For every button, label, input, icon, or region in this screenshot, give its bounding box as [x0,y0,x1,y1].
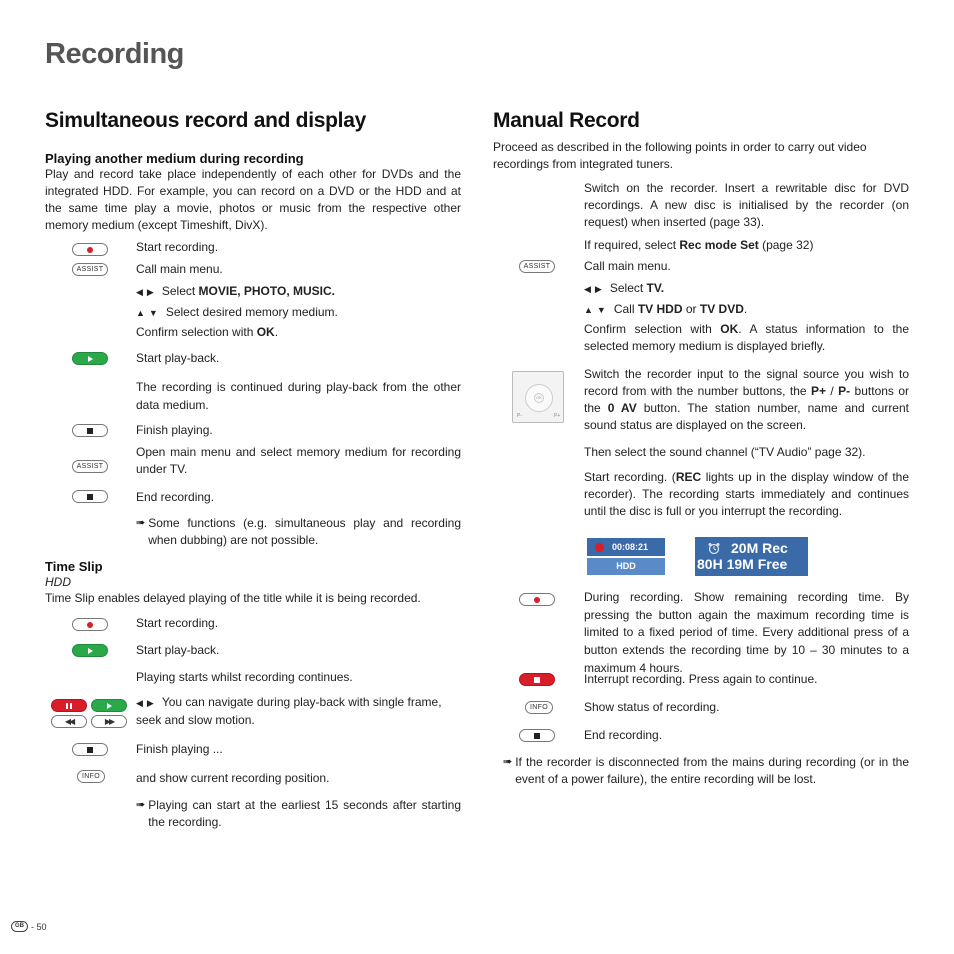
mr-sound-channel: Then select the sound channel (“TV Audio” page 32). [584,445,866,459]
record-dot-icon-3 [534,597,540,603]
step-select-memory: ▲▼ Select desired memory medium. [136,304,338,322]
fast-forward-icon: ▶▶ [104,717,114,726]
info-button-2[interactable] [525,701,553,714]
step-start-playback: Start play-back. [136,351,220,365]
subheading-time-slip: Time Slip [45,559,103,574]
note-arrow-icon: ➠ [136,517,146,529]
mr-interrupt: Interrupt recording. Press again to continue. [584,672,818,686]
assist-button[interactable] [72,263,108,276]
p-minus-label: P- [517,413,522,419]
mr-switch-input: Switch the recorder input to the signal source you wish to record from with the number buttons, the P+ / P- buttons or the 0 AV button. The station number, name and current sound status are displayed on the screen. [584,367,909,432]
play-icon [88,356,93,362]
info-label: INFO [82,773,100,780]
mr-start-recording: Start recording. (REC lights up in the display window of the recorder). The recording starts immediately and continues until the disc is full or you interrupt the recording. [584,470,909,518]
play-icon-2 [88,648,93,654]
section-heading-simultaneous: Simultaneous record and display [45,109,366,132]
mr-during-recording: During recording. Show remaining recording time. By pressing the button again the maximum recording time is limited to a fixed period of time. Every additional press of a button extends the recording time by 10 – 30 minutes to a maximum 4 hours. [584,590,909,675]
stop-icon-2 [87,494,93,500]
record-button[interactable] [72,243,108,256]
play-button-3[interactable] [91,699,127,712]
mr-confirm-ok: Confirm selection with OK. A status information to the selected memory medium is displayed briefly. [584,322,910,353]
assist-button-2[interactable] [72,460,108,473]
stop-icon [87,428,93,434]
osd-time: 00:08:21 [612,542,649,552]
osd-recording-status [587,538,665,575]
remote-control-image [512,371,564,423]
mr-end-recording: End recording. [584,728,663,742]
step-end-recording: End recording. [136,490,215,504]
mr-note-power: ➠ If the recorder is disconnected from the mains during recording (or in the event of a power failure), the entire recording will be lost. [503,755,909,786]
pause-icon [66,703,72,709]
osd-medium: HDD [587,558,665,575]
note-some-functions: ➠ Some functions (e.g. simultaneous play and recording when dubbing) are not possible. [136,516,461,547]
intro-paragraph: Play and record take place independently of each other for DVDs and the integrated HDD. For example, you can record on a DVD or the HDD and at the same time play a movie, photos or music from the respective other memory medium (except Timeshift, DivX). [45,167,461,232]
mr-select-tv: ◀▶ Select TV. [584,280,664,298]
stop-button-2[interactable] [72,490,108,503]
up-down-arrows-icon: ▲▼ [136,308,162,318]
ok-button-icon: OK [534,393,544,403]
assist-button-3[interactable] [519,260,555,273]
country-flag-badge: GB [11,921,28,932]
assist-label-3: ASSIST [523,263,551,270]
stop-button-4[interactable] [519,729,555,742]
note-playing-start: ➠ Playing can start at the earliest 15 seconds after starting the recording. [136,798,461,829]
record-button-2[interactable] [72,618,108,631]
step-select-movie: ◀▶ Select MOVIE, PHOTO, MUSIC. [136,283,335,301]
left-right-arrows-icon-3: ◀▶ [584,284,606,294]
play-button-2[interactable] [72,644,108,657]
record-dot-icon-2 [87,622,93,628]
manual-intro: Proceed as described in the following points in order to carry out video recordings from integrated tuners. [493,140,867,171]
ts-finish-playing: Finish playing ... [136,742,223,756]
stop-icon-3 [87,747,93,753]
mr-call-tv-hdd: ▲▼ Call TV HDD or TV DVD. [584,301,747,319]
up-down-arrows-icon-2: ▲▼ [584,305,610,315]
rewind-button[interactable] [51,715,87,728]
section-heading-manual-record: Manual Record [493,109,640,132]
mr-rec-mode: If required, select Rec mode Set (page 32) [584,238,814,252]
step-confirm-ok: Confirm selection with OK. [136,325,279,339]
time-slip-hdd: HDD [45,575,71,589]
left-right-arrows-icon-2: ◀▶ [136,698,158,708]
ts-start-playback: Start play-back. [136,643,220,657]
rewind-icon: ◀◀ [64,717,74,726]
rec-indicator-icon [595,543,604,552]
interrupt-record-button[interactable] [519,673,555,686]
osd-free-label: 80H 19M Free [697,556,788,572]
ts-playing-starts: Playing starts whilst recording continues. [136,670,353,684]
page-title: Recording [45,38,184,70]
page-footer [11,921,47,932]
page-number: - 50 [31,921,47,932]
mr-call-main-menu: Call main menu. [584,259,671,273]
mr-show-status: Show status of recording. [584,700,720,714]
step-start-recording: Start recording. [136,240,219,254]
assist-label: ASSIST [76,266,104,273]
ts-show-position: and show current recording position. [136,771,330,785]
alarm-clock-icon [707,542,721,554]
note-arrow-icon-3: ➠ [503,756,513,768]
step-recording-continued: The recording is continued during play-back from the other data medium. [136,380,461,412]
ts-start-recording: Start recording. [136,616,219,630]
step-open-main-menu: Open main menu and select memory medium for recording under TV. [136,445,461,476]
p-plus-label: P+ [554,413,561,419]
stop-icon-4 [534,733,540,739]
time-slip-intro: Time Slip enables delayed playing of the title while it is being recorded. [45,591,421,605]
ts-navigate: ◀▶ You can navigate during play-back with single frame, seek and slow motion. [136,695,442,727]
step-call-main-menu: Call main menu. [136,262,223,276]
info-button[interactable] [77,770,105,783]
osd-remaining-time [695,537,808,576]
info-label-2: INFO [530,704,548,711]
subheading-playing-another: Playing another medium during recording [45,151,304,166]
play-button[interactable] [72,352,108,365]
step-finish-playing: Finish playing. [136,423,213,437]
stop-button[interactable] [72,424,108,437]
assist-label-2: ASSIST [76,463,104,470]
left-right-arrows-icon: ◀▶ [136,287,158,297]
fast-forward-button[interactable] [91,715,127,728]
stop-white-icon [534,677,540,683]
play-icon-3 [107,703,112,709]
mr-switch-on: Switch on the recorder. Insert a rewritable disc for DVD recordings. A new disc is initialised by the recorder (on request) when inserted (page 33). [584,181,909,229]
record-button-3[interactable] [519,593,555,606]
pause-button[interactable] [51,699,87,712]
stop-button-3[interactable] [72,743,108,756]
note-arrow-icon-2: ➠ [136,799,146,811]
osd-rec-label: 20M Rec [731,540,788,556]
record-dot-icon [87,247,93,253]
